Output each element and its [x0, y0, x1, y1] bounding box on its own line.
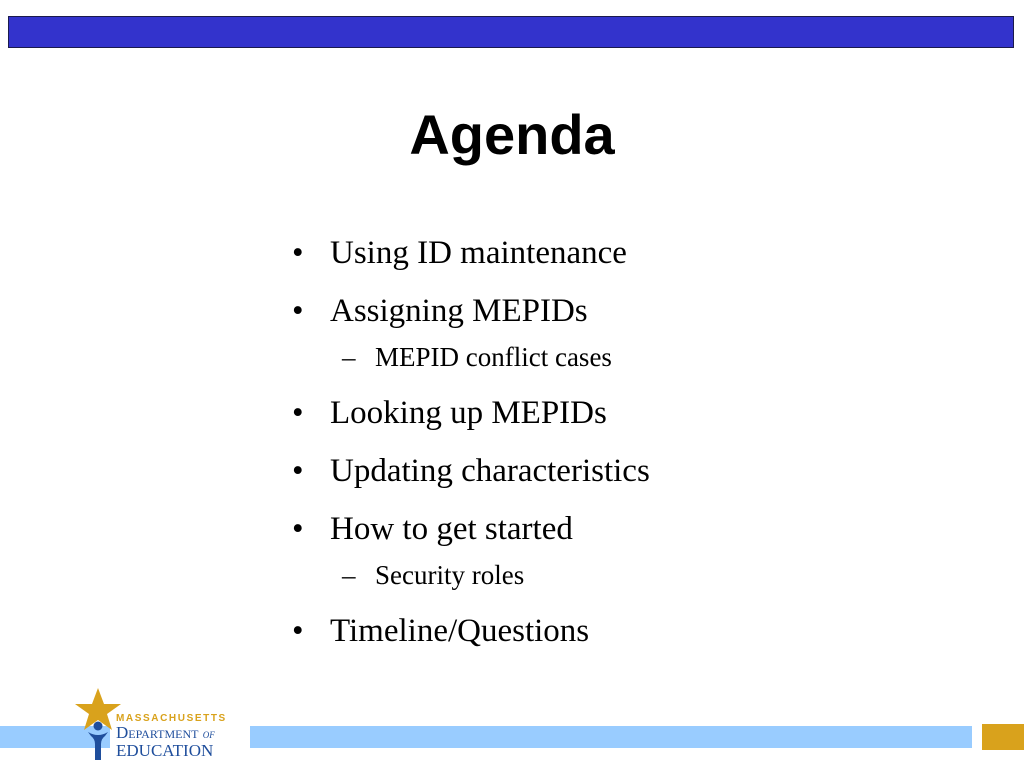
bullet-icon: •: [292, 293, 304, 329]
agenda-item-label: Timeline/Questions: [330, 613, 590, 649]
agenda-item-label: Using ID maintenance: [330, 235, 627, 271]
dash-icon: –: [342, 342, 356, 372]
agenda-item-label: How to get started: [330, 511, 573, 547]
agenda-subitem: [292, 340, 650, 374]
bullet-icon: •: [292, 395, 304, 431]
agenda-item: [292, 288, 650, 334]
bullet-icon: •: [292, 613, 304, 649]
agenda-item: [292, 230, 650, 276]
logo-education-text: EDUCATION: [116, 741, 214, 760]
agenda-subitem-label: Security roles: [375, 560, 525, 590]
agenda-subitem: [292, 558, 650, 592]
dash-icon: –: [342, 560, 356, 590]
agenda-list: [292, 230, 650, 666]
ma-dese-logo: [72, 686, 250, 762]
top-banner-bar: [8, 16, 1014, 48]
bullet-icon: •: [292, 235, 304, 271]
slide-title: Agenda: [409, 103, 615, 166]
agenda-item-label: Assigning MEPIDs: [330, 293, 588, 329]
agenda-item: [292, 608, 650, 654]
bullet-icon: •: [292, 453, 304, 489]
agenda-subitem-label: MEPID conflict cases: [375, 342, 612, 372]
agenda-item: [292, 448, 650, 494]
footer-accent-square: [982, 724, 1024, 750]
logo-department-word: Department: [116, 723, 199, 742]
agenda-item-label: Updating characteristics: [330, 453, 650, 489]
agenda-item: [292, 390, 650, 436]
logo-of-word: of: [202, 726, 215, 741]
logo-state-text: MASSACHUSETTS: [116, 713, 227, 724]
bullet-icon: •: [292, 511, 304, 547]
agenda-item-label: Looking up MEPIDs: [330, 395, 607, 431]
agenda-item: [292, 506, 650, 552]
